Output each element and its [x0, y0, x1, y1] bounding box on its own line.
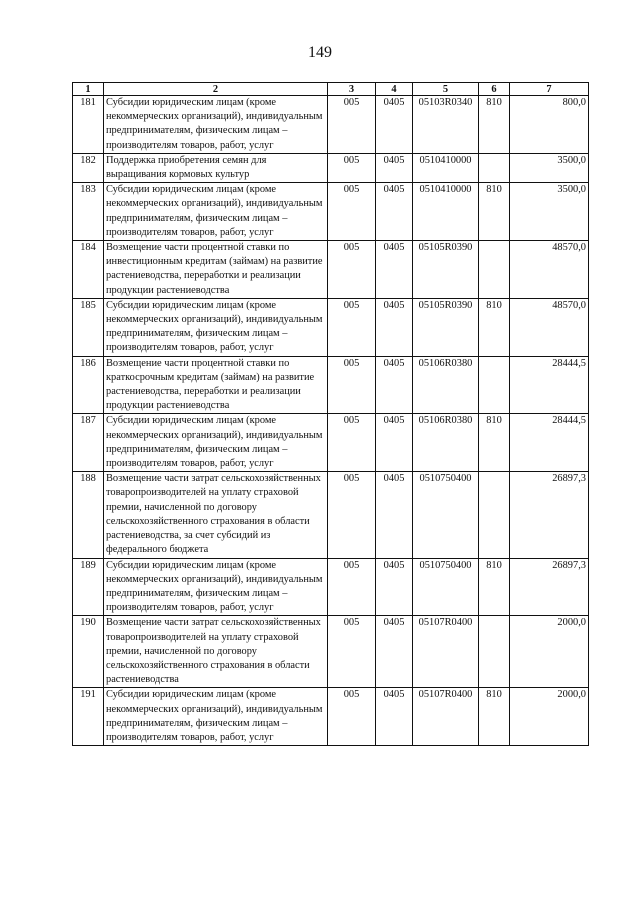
ministry-code: 005	[328, 241, 376, 299]
target-article-code: 05107R0400	[413, 688, 479, 746]
table-row	[73, 688, 589, 746]
table-row	[73, 414, 589, 472]
row-description: Поддержка приобретения семян для выращивания кормовых культур	[104, 153, 328, 182]
amount: 800,0	[510, 96, 589, 154]
expense-type-code: 810	[479, 414, 510, 472]
table-header-row	[73, 83, 589, 96]
row-description: Субсидии юридическим лицам (кроме некоммерческих организаций), индивидуальным предпринимателям, физическим лицам – производителям товаров, работ, услуг	[104, 96, 328, 154]
amount: 3500,0	[510, 153, 589, 182]
section-code: 0405	[376, 241, 413, 299]
amount: 2000,0	[510, 616, 589, 688]
row-description: Субсидии юридическим лицам (кроме некоммерческих организаций), индивидуальным предпринимателям, физическим лицам – производителям товаров, работ, услуг	[104, 558, 328, 616]
row-number: 187	[73, 414, 104, 472]
expense-type-code	[479, 241, 510, 299]
table-body	[73, 96, 589, 746]
ministry-code: 005	[328, 153, 376, 182]
column-header: 3	[328, 83, 376, 96]
amount: 28444,5	[510, 356, 589, 414]
row-description: Возмещение части процентной ставки по краткосрочным кредитам (займам) на развитие растениеводства, переработки и реализации продукции растениеводства	[104, 356, 328, 414]
expense-type-code: 810	[479, 183, 510, 241]
row-number: 191	[73, 688, 104, 746]
section-code: 0405	[376, 414, 413, 472]
row-number: 181	[73, 96, 104, 154]
table-row	[73, 96, 589, 154]
row-description: Субсидии юридическим лицам (кроме некоммерческих организаций), индивидуальным предпринимателям, физическим лицам – производителям товаров, работ, услуг	[104, 298, 328, 356]
column-header: 7	[510, 83, 589, 96]
target-article-code: 05107R0400	[413, 616, 479, 688]
table-row	[73, 558, 589, 616]
ministry-code: 005	[328, 558, 376, 616]
column-header: 4	[376, 83, 413, 96]
ministry-code: 005	[328, 472, 376, 558]
section-code: 0405	[376, 183, 413, 241]
amount: 48570,0	[510, 241, 589, 299]
row-description: Возмещение части затрат сельскохозяйственных товаропроизводителей на уплату страховой премии, начисленной по договору сельскохозяйственного страхования в области растениеводства, за счет субсидий из федерального бюджета	[104, 472, 328, 558]
expense-type-code	[479, 616, 510, 688]
ministry-code: 005	[328, 414, 376, 472]
ministry-code: 005	[328, 298, 376, 356]
amount: 26897,3	[510, 472, 589, 558]
ministry-code: 005	[328, 356, 376, 414]
section-code: 0405	[376, 472, 413, 558]
column-header: 5	[413, 83, 479, 96]
table-row	[73, 153, 589, 182]
column-header: 1	[73, 83, 104, 96]
row-number: 182	[73, 153, 104, 182]
row-number: 189	[73, 558, 104, 616]
budget-table	[72, 82, 589, 746]
expense-type-code: 810	[479, 558, 510, 616]
expense-type-code	[479, 153, 510, 182]
table-row	[73, 472, 589, 558]
section-code: 0405	[376, 558, 413, 616]
target-article-code: 05103R0340	[413, 96, 479, 154]
section-code: 0405	[376, 688, 413, 746]
ministry-code: 005	[328, 183, 376, 241]
row-number: 190	[73, 616, 104, 688]
expense-type-code: 810	[479, 298, 510, 356]
row-description: Субсидии юридическим лицам (кроме некоммерческих организаций), индивидуальным предпринимателям, физическим лицам – производителям товаров, работ, услуг	[104, 414, 328, 472]
expense-type-code: 810	[479, 96, 510, 154]
row-number: 185	[73, 298, 104, 356]
table-row	[73, 241, 589, 299]
section-code: 0405	[376, 298, 413, 356]
page-number: 149	[308, 44, 332, 61]
amount: 28444,5	[510, 414, 589, 472]
ministry-code: 005	[328, 616, 376, 688]
section-code: 0405	[376, 616, 413, 688]
row-number: 184	[73, 241, 104, 299]
table-row	[73, 616, 589, 688]
expense-type-code	[479, 472, 510, 558]
target-article-code: 05106R0380	[413, 414, 479, 472]
row-description: Субсидии юридическим лицам (кроме некоммерческих организаций), индивидуальным предпринимателям, физическим лицам – производителям товаров, работ, услуг	[104, 183, 328, 241]
target-article-code: 05105R0390	[413, 298, 479, 356]
table-row	[73, 183, 589, 241]
table-row	[73, 356, 589, 414]
row-number: 183	[73, 183, 104, 241]
amount: 2000,0	[510, 688, 589, 746]
target-article-code: 05106R0380	[413, 356, 479, 414]
row-number: 186	[73, 356, 104, 414]
target-article-code: 0510750400	[413, 558, 479, 616]
section-code: 0405	[376, 356, 413, 414]
section-code: 0405	[376, 96, 413, 154]
row-description: Возмещение части затрат сельскохозяйственных товаропроизводителей на уплату страховой премии, начисленной по договору сельскохозяйственного страхования в области растениеводства	[104, 616, 328, 688]
ministry-code: 005	[328, 96, 376, 154]
row-description: Возмещение части процентной ставки по инвестиционным кредитам (займам) на развитие растениеводства, переработки и реализации продукции растениеводства	[104, 241, 328, 299]
ministry-code: 005	[328, 688, 376, 746]
section-code: 0405	[376, 153, 413, 182]
expense-type-code: 810	[479, 688, 510, 746]
expense-type-code	[479, 356, 510, 414]
column-header: 2	[104, 83, 328, 96]
amount: 26897,3	[510, 558, 589, 616]
row-description: Субсидии юридическим лицам (кроме некоммерческих организаций), индивидуальным предпринимателям, физическим лицам – производителям товаров, работ, услуг	[104, 688, 328, 746]
target-article-code: 05105R0390	[413, 241, 479, 299]
amount: 3500,0	[510, 183, 589, 241]
column-header: 6	[479, 83, 510, 96]
target-article-code: 0510410000	[413, 183, 479, 241]
amount: 48570,0	[510, 298, 589, 356]
row-number: 188	[73, 472, 104, 558]
target-article-code: 0510750400	[413, 472, 479, 558]
target-article-code: 0510410000	[413, 153, 479, 182]
table-row	[73, 298, 589, 356]
